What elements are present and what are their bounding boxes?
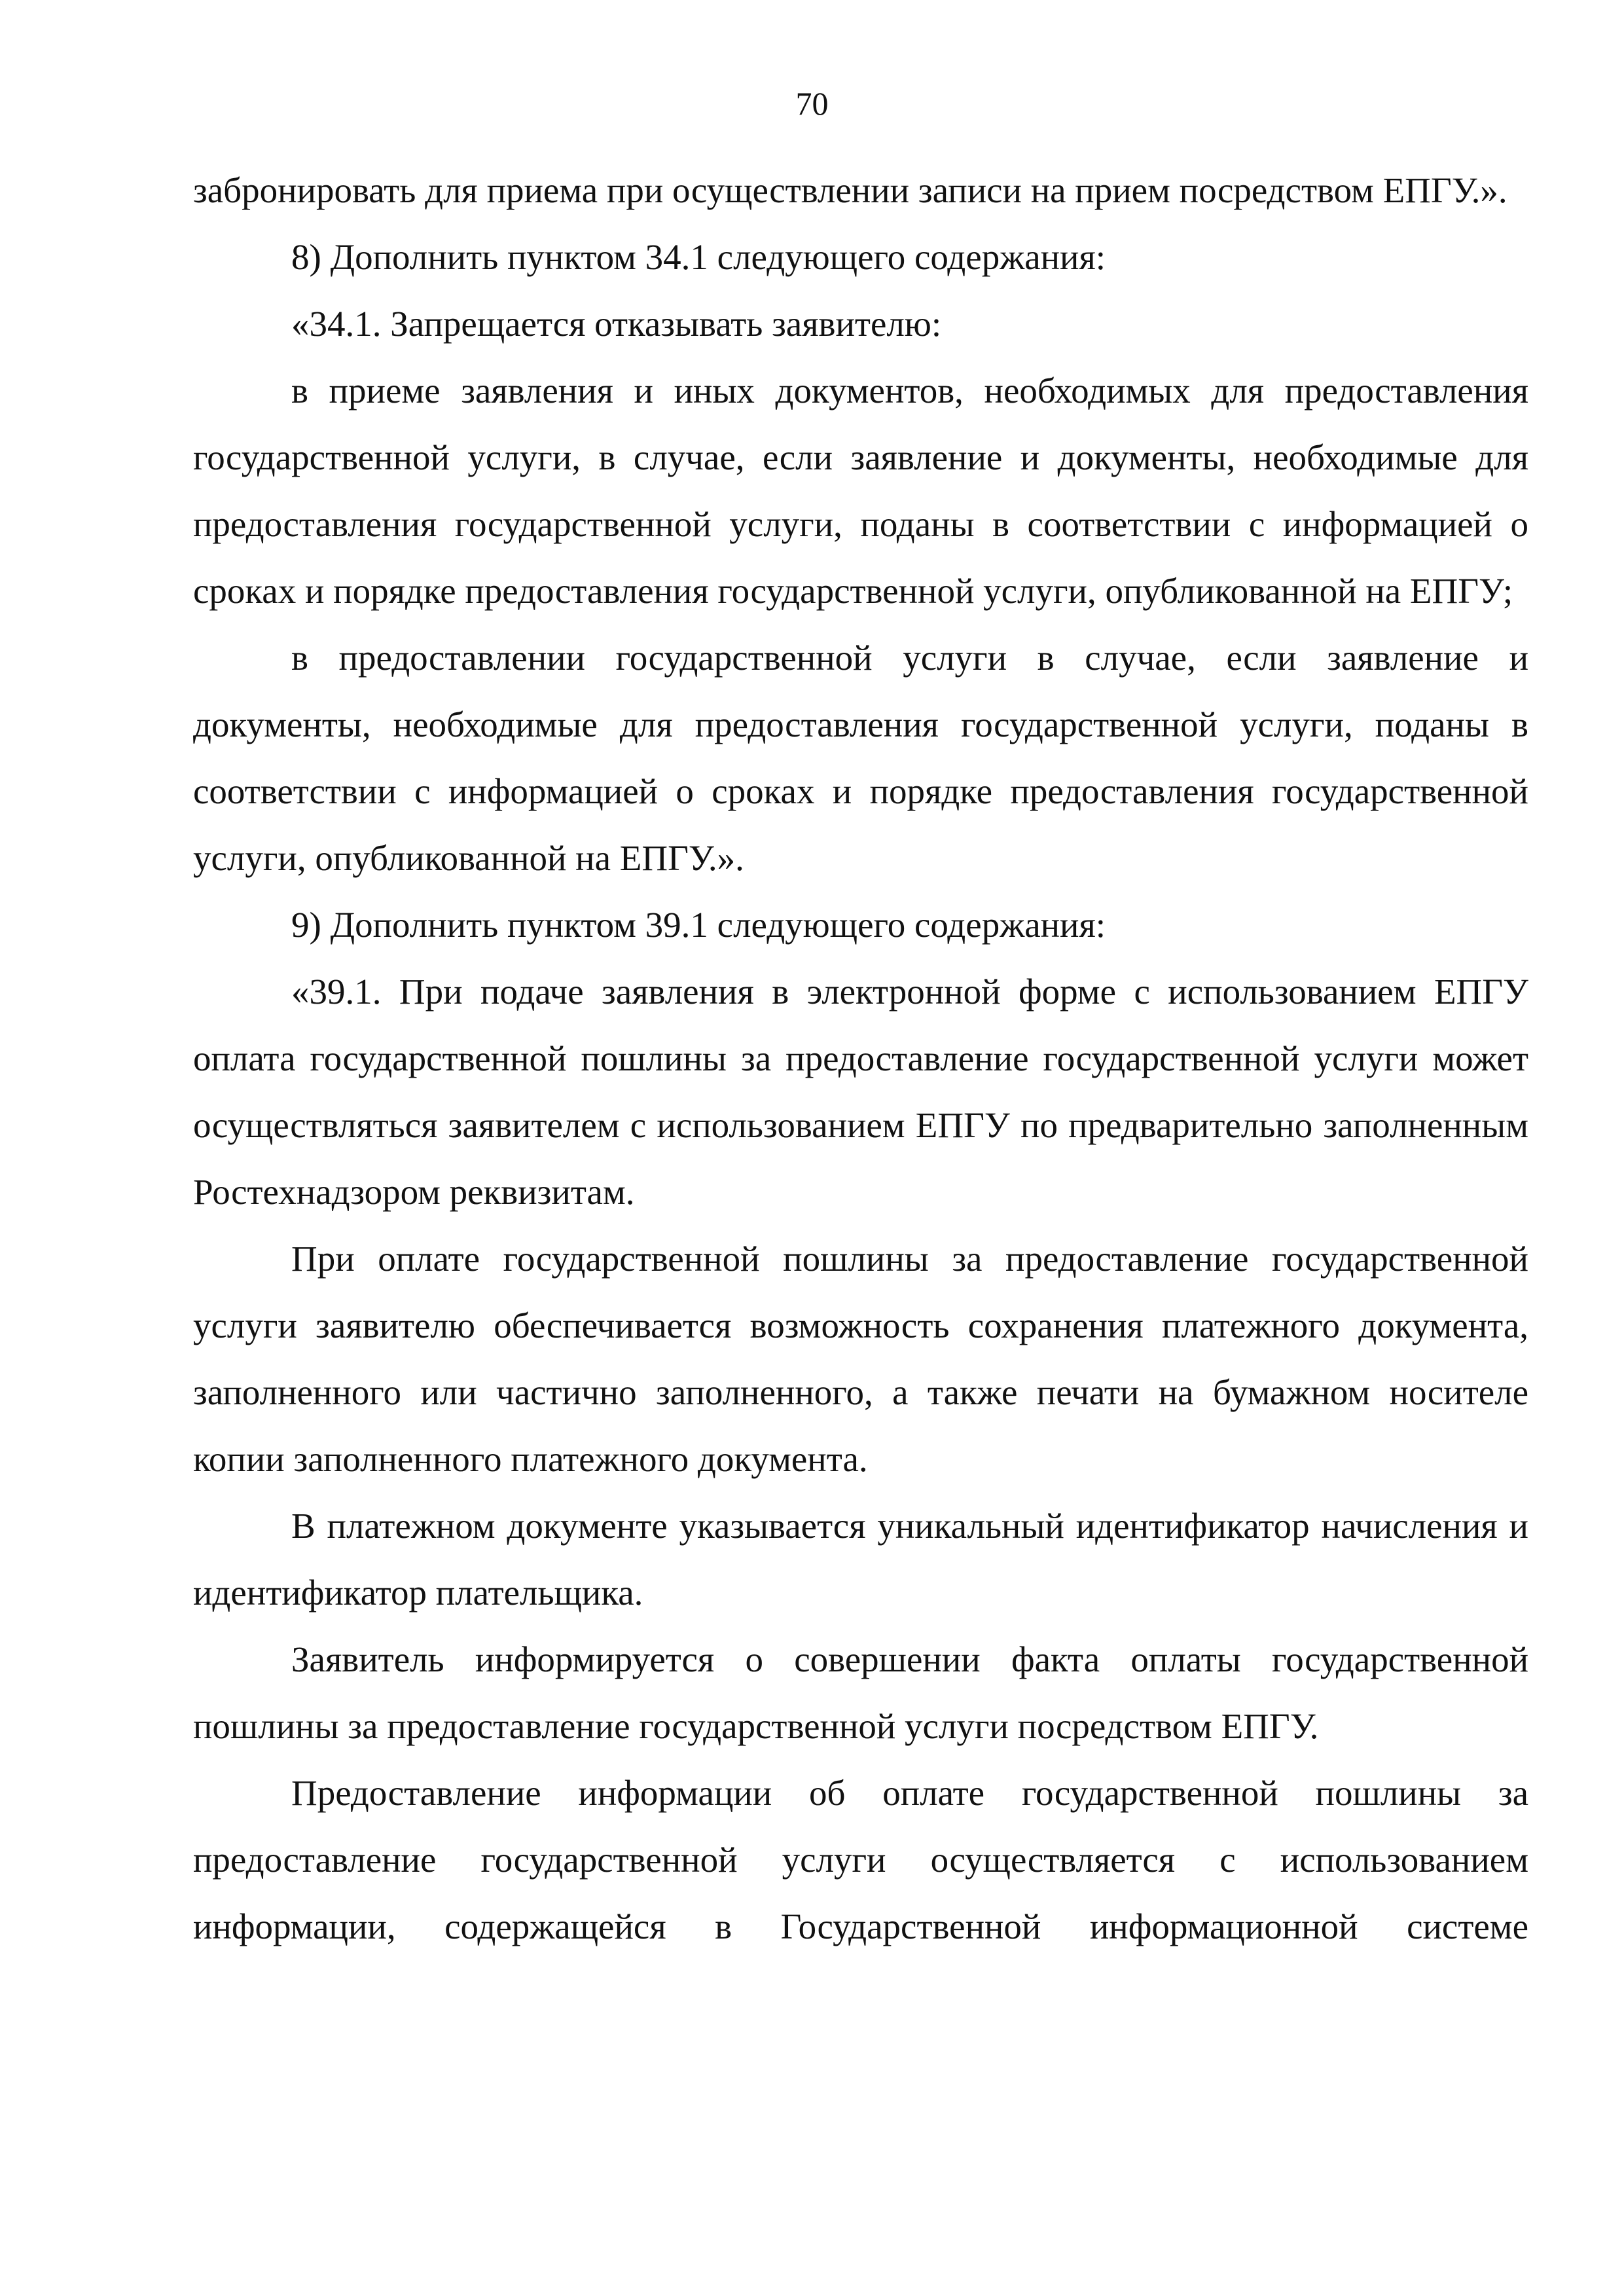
paragraph-refusal-service: в предоставлении государственной услуги в случае, если заявление и документы, необходимые для предоставления государственной услуги, поданы в соответствии с информацией о сроках и порядке предоставления государственной услуги, опубликованной на ЕПГУ.». [193, 638, 1528, 878]
paragraph-identifiers: В платежном документе указывается уникальный идентификатор начисления и идентификатор плательщика. [193, 1506, 1528, 1613]
paragraph-clause-39-1: «39.1. При подаче заявления в электронной форме с использованием ЕПГУ оплата государственной пошлины за предоставление государственной услуги может осуществляться заявителем с использованием ЕПГУ по предварительно заполненным Ростехнадзором реквизитам. [193, 972, 1528, 1212]
paragraph-clause-34-1: «34.1. Запрещается отказывать заявителю: [291, 304, 942, 344]
paragraph-payment-document: При оплате государственной пошлины за предоставление государственной услуги заявителю обеспечивается возможность сохранения платежного документа, заполненного или частично заполненного, а также печати на бумажном носителе копии заполненного платежного документа. [193, 1239, 1528, 1479]
paragraph-payment-information: Предоставление информации об оплате государственной пошлины за предоставление государственной услуги осуществляется с использованием информации, содержащейся в Государственной информационной системе [193, 1773, 1528, 1946]
paragraph-amendment-8: 8) Дополнить пунктом 34.1 следующего содержания: [291, 237, 1106, 277]
page-number: 70 [795, 85, 829, 122]
document-body [193, 157, 1528, 1960]
paragraph-amendment-9: 9) Дополнить пунктом 39.1 следующего содержания: [291, 905, 1106, 945]
paragraph-continuation: забронировать для приема при осуществлении записи на прием посредством ЕПГУ.». [193, 170, 1507, 210]
paragraph-payment-notice: Заявитель информируется о совершении факта оплаты государственной пошлины за предоставление государственной услуги посредством ЕПГУ. [193, 1639, 1528, 1746]
paragraph-refusal-reception: в приеме заявления и иных документов, необходимых для предоставления государственной услуги, в случае, если заявление и документы, необходимые для предоставления государственной услуги, поданы в соответствии с информацией о сроках и порядке предоставления государственной услуги, опубликованной на ЕПГУ; [193, 371, 1528, 611]
